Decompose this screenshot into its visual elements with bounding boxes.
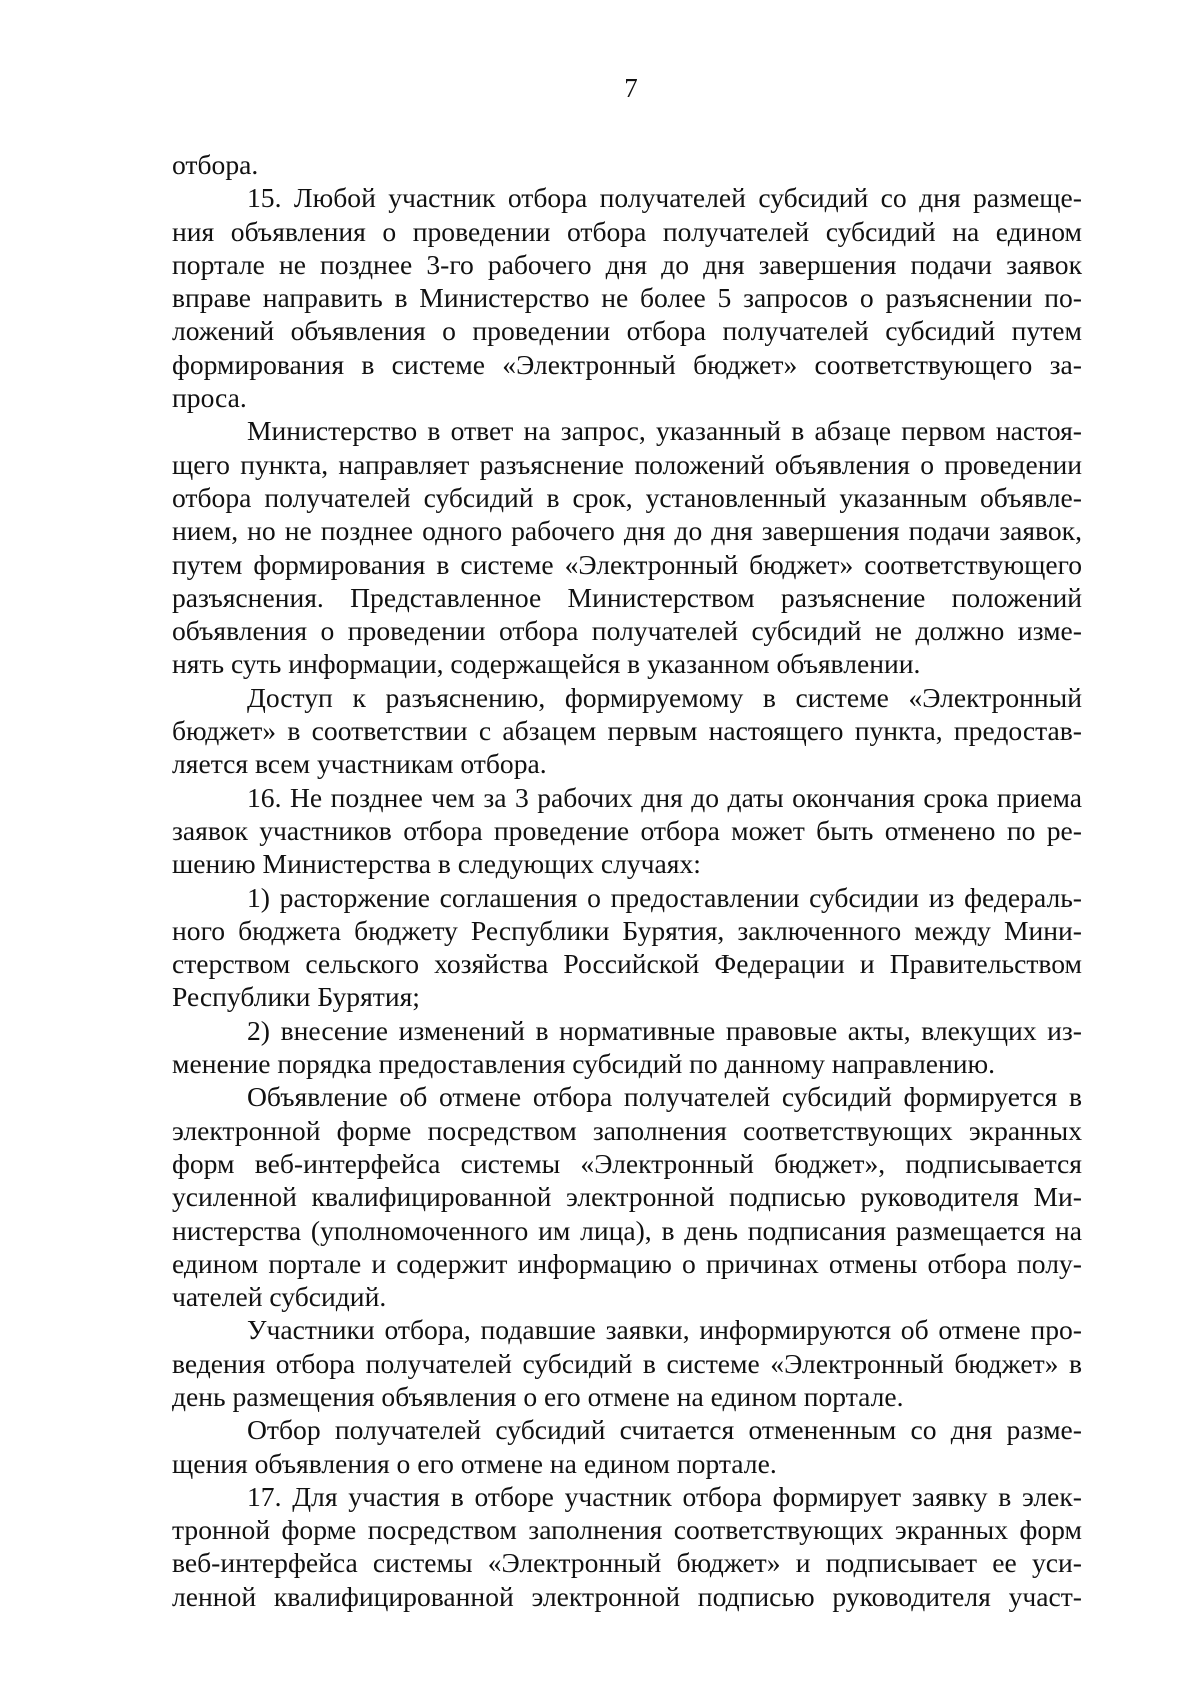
text-line: 17. Для участия в отборе участник отбора формирует заявку в элек- [247,1480,1082,1512]
text-line: Республики Бурятия; [172,981,420,1013]
text-line: 1) расторжение соглашения о предоставлении субсидии из федераль- [247,881,1082,913]
text-line: ленной квалифицированной электронной подписью руководителя участ- [172,1580,1082,1612]
text-line: ного бюджета бюджету Республики Бурятия, заключенного между Мини- [172,914,1082,946]
text-line: Отбор получателей субсидий считается отмененным со дня разме- [247,1414,1082,1446]
text-line: ведения отбора получателей субсидий в системе «Электронный бюджет» в [172,1347,1082,1379]
text-line: электронной форме посредством заполнения соответствующих экранных [172,1114,1082,1146]
text-line: разъяснения. Представленное Министерством разъяснение положений [172,581,1082,613]
text-line: формирования в системе «Электронный бюджет» соответствующего за- [172,348,1082,380]
text-line: 2) внесение изменений в нормативные правовые акты, влекущих из- [247,1014,1082,1046]
text-line: 15. Любой участник отбора получателей субсидий со дня размеще- [247,182,1082,214]
text-line: едином портале и содержит информацию о причинах отмены отбора полу- [172,1247,1082,1279]
text-line: нистерства (уполномоченного им лица), в день подписания размещается на [172,1214,1082,1246]
text-line: отбора. [172,149,259,180]
text-line: нять суть информации, содержащейся в указанном объявлении. [172,648,921,680]
text-line: веб-интерфейса системы «Электронный бюджет» и подписывает ее уси- [172,1547,1082,1579]
text-line: нием, но не позднее одного рабочего дня до дня завершения подачи заявок, [172,515,1082,547]
text-line: путем формирования в системе «Электронный бюджет» соответствующего [172,548,1082,580]
text-line: усиленной квалифицированной электронной подписью руководителя Ми- [172,1181,1082,1213]
text-line: бюджет» в соответствии с абзацем первым настоящего пункта, предостав- [172,715,1082,747]
text-line: Участники отбора, подавшие заявки, информируются об отмене про- [247,1314,1082,1346]
text-line: Объявление об отмене отбора получателей субсидий формируется в [247,1081,1082,1113]
text-line: щения объявления о его отмене на едином портале. [172,1447,777,1479]
text-line: тронной форме посредством заполнения соответствующих экранных форм [172,1514,1082,1546]
page-number: 7 [624,73,638,103]
text-line: ляется всем участникам отбора. [172,748,547,780]
text-line: чателей субсидий. [172,1281,387,1313]
document-body [172,148,1082,1613]
text-line: ния объявления о проведении отбора получателей субсидий на едином [172,215,1082,247]
text-line: шению Министерства в следующих случаях: [172,848,701,880]
text-line: менение порядка предоставления субсидий по данному направлению. [172,1048,996,1080]
text-line: заявок участников отбора проведение отбора может быть отменено по ре- [172,814,1082,846]
text-line: Доступ к разъяснению, формируемому в системе «Электронный [247,681,1082,713]
text-line: отбора получателей субсидий в срок, установленный указанным объявле- [172,481,1082,513]
text-line: щего пункта, направляет разъяснение положений объявления о проведении [172,448,1082,480]
text-line: форм веб-интерфейса системы «Электронный бюджет», подписывается [172,1147,1082,1179]
text-line: день размещения объявления о его отмене на едином портале. [172,1380,904,1412]
text-line: вправе направить в Министерство не более 5 запросов о разъяснении по- [172,282,1082,314]
text-line: 16. Не позднее чем за 3 рабочих дня до даты окончания срока приема [247,781,1082,813]
text-line: стерством сельского хозяйства Российской Федерации и Правительством [172,948,1082,980]
text-line: Министерство в ответ на запрос, указанный в абзаце первом настоя- [247,415,1082,447]
text-line: портале не позднее 3-го рабочего дня до дня завершения подачи заявок [172,248,1082,280]
text-line: проса. [172,382,247,414]
text-line: ложений объявления о проведении отбора получателей субсидий путем [172,315,1082,347]
text-line: объявления о проведении отбора получателей субсидий не должно изме- [172,615,1082,647]
